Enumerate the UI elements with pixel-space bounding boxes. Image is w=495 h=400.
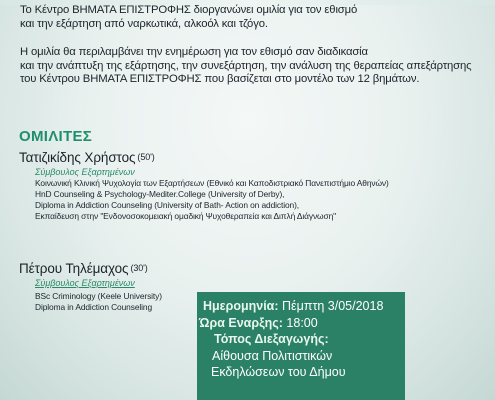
place-line bbox=[197, 364, 405, 381]
speaker-name-text: Πέτρου Τηλέμαχος bbox=[19, 261, 129, 276]
speaker-role: Σύμβουλος Εξαρτημένων bbox=[35, 278, 135, 288]
place-value-line-2: Εκδηλώσεων του Δήμου bbox=[211, 365, 346, 379]
intro-line: του Κέντρου ΒΗΜΑΤΑ ΕΠΙΣΤΡΟΦΗΣ που βασίζεται στο μοντέλο των 12 βημάτων. bbox=[20, 73, 420, 85]
intro-paragraph-2 bbox=[20, 46, 480, 87]
speaker-name bbox=[19, 261, 148, 276]
intro-line: και την ανάπτυξη της εξάρτησης, την συνεξάρτηση, την ανάλυση της θεραπείας απεξάρτησης bbox=[20, 59, 472, 72]
speaker-name-text: Τατιζικίδης Χρήστος bbox=[19, 150, 136, 165]
speaker-role: Σύμβουλος Εξαρτημένων bbox=[35, 167, 135, 177]
credential-line: BSc Criminology (Keele University) bbox=[35, 291, 162, 301]
intro-line: Το Κέντρο ΒΗΜΑΤΑ ΕΠΙΣΤΡΟΦΗΣ διοργανώνει ομιλία για τον εθισμό bbox=[20, 4, 358, 16]
time-value: 18:00 bbox=[286, 315, 318, 330]
speaker-name bbox=[19, 150, 155, 165]
speaker-duration: (30') bbox=[130, 263, 148, 273]
speaker-duration: (50') bbox=[137, 152, 155, 162]
speakers-heading: ΟΜΙΛΙΤΕΣ bbox=[19, 128, 93, 145]
intro-line: και την εξάρτηση από ναρκωτικά, αλκοόλ και τζόγο. bbox=[20, 17, 268, 30]
credential-line: HnD Counseling & Psychology-Mediter.College (University of Derby), bbox=[35, 189, 285, 200]
time-row bbox=[197, 315, 405, 332]
place-row bbox=[197, 331, 405, 348]
credential-line: Εκπαίδευση στην "Ενδονοσοκομειακή ομαδική Ψυχοθεραπεία και Διπλή Διάγνωση" bbox=[35, 211, 336, 222]
intro-paragraph-1 bbox=[20, 4, 480, 31]
place-line bbox=[197, 348, 405, 365]
place-label: Τόπος Διεξαγωγής: bbox=[214, 332, 329, 346]
credential-line: Diploma in Addiction Counseling bbox=[35, 302, 153, 313]
credential-line: Diploma in Addiction Counseling (University of Bath- Action on addiction), bbox=[35, 200, 299, 211]
intro-text bbox=[20, 4, 480, 87]
time-label: Ώρα Εναρξης: bbox=[199, 315, 283, 330]
speaker-credentials bbox=[35, 178, 465, 222]
event-info-box bbox=[197, 292, 405, 400]
date-row bbox=[197, 298, 405, 315]
intro-line: Η ομιλία θα περιλαμβάνει την ενημέρωση για τον εθισμό σαν διαδικασία bbox=[20, 46, 368, 58]
credential-line: Κοινωνική Κλινική Ψυχολογία των Εξαρτήσεων (Εθνικό και Καποδιστριακό Πανεπιστήμιο Αθηνών) bbox=[35, 178, 389, 188]
date-value: Πέμπτη 3/05/2018 bbox=[282, 299, 384, 313]
date-label: Ημερομηνία: bbox=[203, 299, 279, 313]
place-value-line-1: Αίθουσα Πολιτιστικών bbox=[212, 348, 333, 363]
